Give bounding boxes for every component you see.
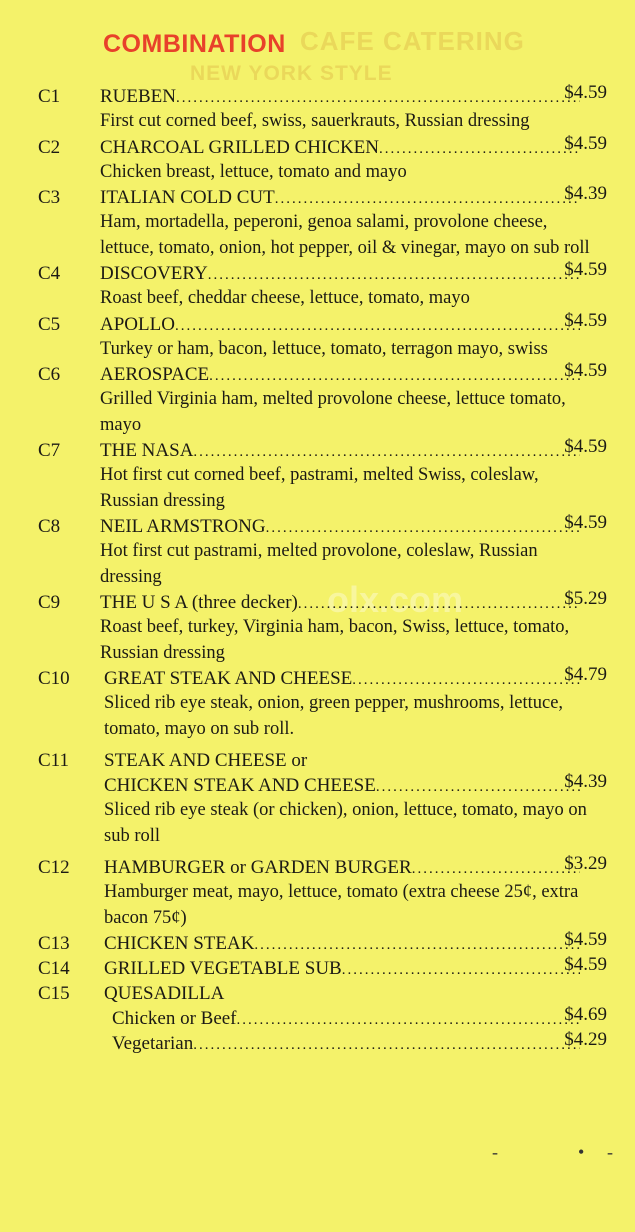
item-description: Roast beef, turkey, Virginia ham, bacon, Swiss, lettuce, tomato, Russian dressing <box>100 617 570 663</box>
dot-leader <box>412 857 580 882</box>
dot-leader <box>275 187 580 212</box>
menu-item <box>0 514 635 590</box>
item-code: C9 <box>38 592 61 613</box>
option-name: Vegetarian <box>112 1033 194 1054</box>
item-code: C5 <box>38 313 61 335</box>
item-code: C6 <box>38 364 61 385</box>
menu-item <box>0 261 635 312</box>
item-name: ITALIAN COLD CUT <box>100 187 275 208</box>
option-price: $4.29 <box>564 1029 607 1050</box>
item-name-line1: STEAK AND CHEESE or <box>104 750 308 771</box>
menu-item <box>0 855 635 931</box>
dot-leader <box>352 668 580 693</box>
item-code: C4 <box>38 263 61 284</box>
item-name: HAMBURGER or GARDEN BURGER <box>104 857 412 878</box>
menu-list <box>0 84 635 1056</box>
dot-leader <box>176 86 580 111</box>
item-code: C14 <box>38 958 70 979</box>
menu-item <box>0 84 635 135</box>
item-name: QUESADILLA <box>104 983 225 1004</box>
item-price: $4.59 <box>564 259 607 280</box>
item-description: First cut corned beef, swiss, sauerkrauts, Russian dressing <box>100 111 530 131</box>
item-description: Hot first cut pastrami, melted provolone, coleslaw, Russian dressing <box>100 541 538 587</box>
item-price: $4.59 <box>564 82 607 103</box>
item-code: C12 <box>38 857 70 878</box>
menu-item <box>0 956 635 981</box>
item-code: C8 <box>38 516 61 537</box>
dot-leader <box>193 440 580 465</box>
item-price: $4.59 <box>564 512 607 533</box>
item-name: GRILLED VEGETABLE SUB <box>104 958 342 979</box>
item-price: $4.59 <box>564 132 607 154</box>
decorative-mark: • <box>578 1142 585 1162</box>
item-code: C7 <box>38 440 61 461</box>
item-name: RUEBEN <box>100 86 176 107</box>
option-price: $4.69 <box>564 1004 607 1025</box>
item-name: NEIL ARMSTRONG <box>100 516 266 537</box>
item-price: $4.59 <box>564 436 607 457</box>
item-name: APOLLO <box>100 313 175 335</box>
item-description: Turkey or ham, bacon, lettuce, tomato, terragon mayo, swiss <box>100 338 548 359</box>
item-code: C15 <box>38 983 70 1004</box>
background-ghost-text: CAFE CATERING <box>300 26 525 56</box>
dot-leader <box>342 958 580 983</box>
item-price: $4.39 <box>564 771 607 792</box>
item-name: CHICKEN STEAK <box>104 933 255 954</box>
menu-item <box>0 748 635 849</box>
dot-leader <box>379 137 580 162</box>
item-code: C10 <box>38 668 70 689</box>
item-price: $4.59 <box>564 954 607 975</box>
item-name: THE U S A (three decker) <box>100 592 298 613</box>
dot-leader <box>298 592 580 617</box>
dot-leader <box>208 263 580 288</box>
item-name: AEROSPACE <box>100 364 210 385</box>
item-name: CHICKEN STEAK AND CHEESE <box>104 775 376 796</box>
background-ghost-text-2: NEW YORK STYLE <box>190 62 393 85</box>
watermark: olx.com <box>326 579 464 620</box>
dot-leader <box>175 314 580 339</box>
item-description: Chicken breast, lettuce, tomato and mayo <box>100 161 407 182</box>
item-name: THE NASA <box>100 440 194 461</box>
menu-item <box>0 666 635 742</box>
dot-leader <box>266 516 580 541</box>
item-code: C11 <box>38 750 69 771</box>
item-name: DISCOVERY <box>100 263 208 284</box>
menu-item <box>0 362 635 438</box>
dot-leader <box>193 1033 580 1058</box>
item-description: Ham, mortadella, peperoni, genoa salami, provolone cheese, lettuce, tomato, onion, hot pepper, oil & vinegar, mayo on sub roll <box>100 212 590 258</box>
item-price: $5.29 <box>564 588 607 609</box>
item-price: $4.59 <box>564 360 607 381</box>
menu-item <box>0 438 635 514</box>
item-description: Roast beef, cheddar cheese, lettuce, tomato, mayo <box>100 288 470 308</box>
item-name: GREAT STEAK AND CHEESE <box>104 668 353 689</box>
dot-leader <box>376 775 580 800</box>
dot-leader <box>209 364 580 389</box>
item-description: Grilled Virginia ham, melted provolone cheese, lettuce tomato, mayo <box>100 389 566 435</box>
item-price: $4.59 <box>564 929 607 950</box>
menu-item <box>0 981 635 1056</box>
decorative-mark: - <box>607 1142 613 1162</box>
section-title: COMBINATION <box>103 30 286 58</box>
item-code: C3 <box>38 187 61 208</box>
menu-item <box>0 931 635 956</box>
item-name: CHARCOAL GRILLED CHICKEN <box>100 136 380 158</box>
item-code: C13 <box>38 933 70 954</box>
item-description: Hot first cut corned beef, pastrami, melted Swiss, coleslaw, Russian dressing <box>100 465 539 511</box>
item-price: $3.29 <box>564 853 607 874</box>
decorative-mark: - <box>492 1142 498 1162</box>
menu-item <box>0 590 635 666</box>
item-description: Sliced rib eye steak, onion, green pepper, mushrooms, lettuce, tomato, mayo on sub roll. <box>104 693 564 739</box>
menu-item <box>0 132 635 186</box>
item-description: Hamburger meat, mayo, lettuce, tomato (extra cheese 25¢, extra bacon 75¢) <box>104 882 579 928</box>
item-description: Sliced rib eye steak (or chicken), onion, lettuce, tomato, mayo on sub roll <box>104 800 587 846</box>
item-price: $4.59 <box>564 309 607 331</box>
dot-leader <box>237 1008 580 1033</box>
option-name: Chicken or Beef <box>112 1008 237 1029</box>
menu-item <box>0 185 635 261</box>
menu-item <box>0 309 635 363</box>
item-price: $4.79 <box>564 664 607 685</box>
dot-leader <box>254 933 580 958</box>
item-code: C1 <box>38 86 61 107</box>
item-price: $4.39 <box>564 183 607 204</box>
item-code: C2 <box>38 136 61 158</box>
